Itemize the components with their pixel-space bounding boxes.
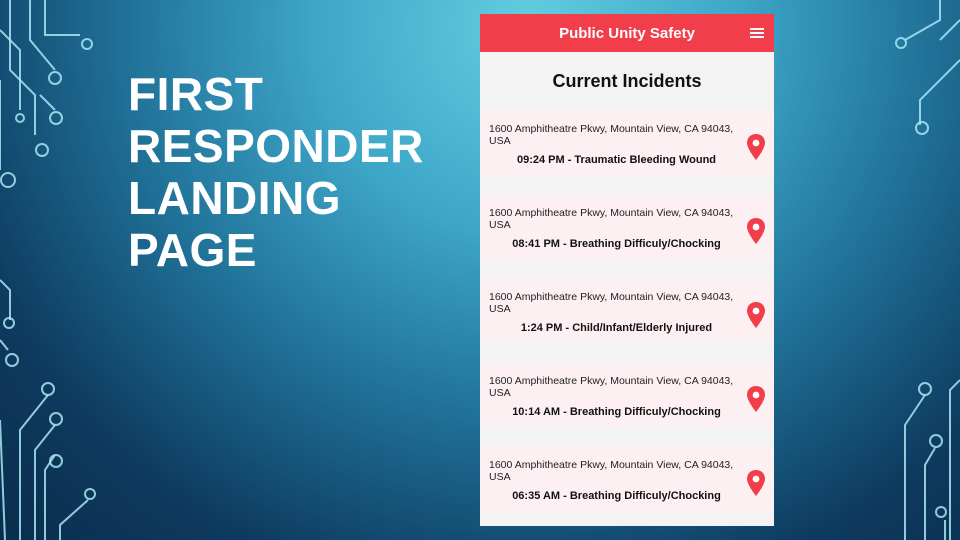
slide-title-line: FIRST bbox=[128, 68, 264, 120]
incident-card[interactable] bbox=[480, 278, 774, 343]
map-pin-icon[interactable] bbox=[746, 385, 766, 413]
map-pin-icon[interactable] bbox=[746, 469, 766, 497]
incident-summary: 06:35 AM - Breathing Difficuly/Chocking bbox=[512, 490, 721, 502]
incident-address: 1600 Amphitheatre Pkwy, Mountain View, CA 94043, USA bbox=[489, 459, 734, 483]
slide-title-line: RESPONDER bbox=[128, 120, 424, 172]
app-title: Public Unity Safety bbox=[559, 24, 695, 42]
incident-list bbox=[480, 110, 774, 511]
incident-address: 1600 Amphitheatre Pkwy, Mountain View, CA 94043, USA bbox=[489, 207, 734, 231]
app-screenshot bbox=[480, 14, 774, 526]
map-pin-icon[interactable] bbox=[746, 133, 766, 161]
slide-title-line: PAGE bbox=[128, 224, 257, 276]
incident-summary: 1:24 PM - Child/Infant/Elderly Injured bbox=[520, 322, 713, 334]
hamburger-menu-icon[interactable] bbox=[750, 28, 764, 38]
incident-card[interactable] bbox=[480, 446, 774, 511]
incident-address: 1600 Amphitheatre Pkwy, Mountain View, CA 94043, USA bbox=[489, 375, 734, 399]
slide-title bbox=[128, 68, 424, 276]
incident-card[interactable] bbox=[480, 362, 774, 427]
incident-summary: 09:24 PM - Traumatic Bleeding Wound bbox=[516, 154, 717, 166]
incident-card[interactable] bbox=[480, 110, 774, 175]
slide-title-line: LANDING bbox=[128, 172, 342, 224]
incident-summary: 10:14 AM - Breathing Difficuly/Chocking bbox=[512, 406, 721, 418]
incidents-page bbox=[480, 52, 774, 526]
section-title: Current Incidents bbox=[480, 52, 774, 110]
incident-card[interactable] bbox=[480, 194, 774, 259]
map-pin-icon[interactable] bbox=[746, 217, 766, 245]
incident-summary: 08:41 PM - Breathing Difficuly/Chocking bbox=[512, 238, 721, 250]
app-header bbox=[480, 14, 774, 52]
incident-address: 1600 Amphitheatre Pkwy, Mountain View, CA 94043, USA bbox=[489, 123, 734, 147]
map-pin-icon[interactable] bbox=[746, 301, 766, 329]
incident-address: 1600 Amphitheatre Pkwy, Mountain View, CA 94043, USA bbox=[489, 291, 734, 315]
